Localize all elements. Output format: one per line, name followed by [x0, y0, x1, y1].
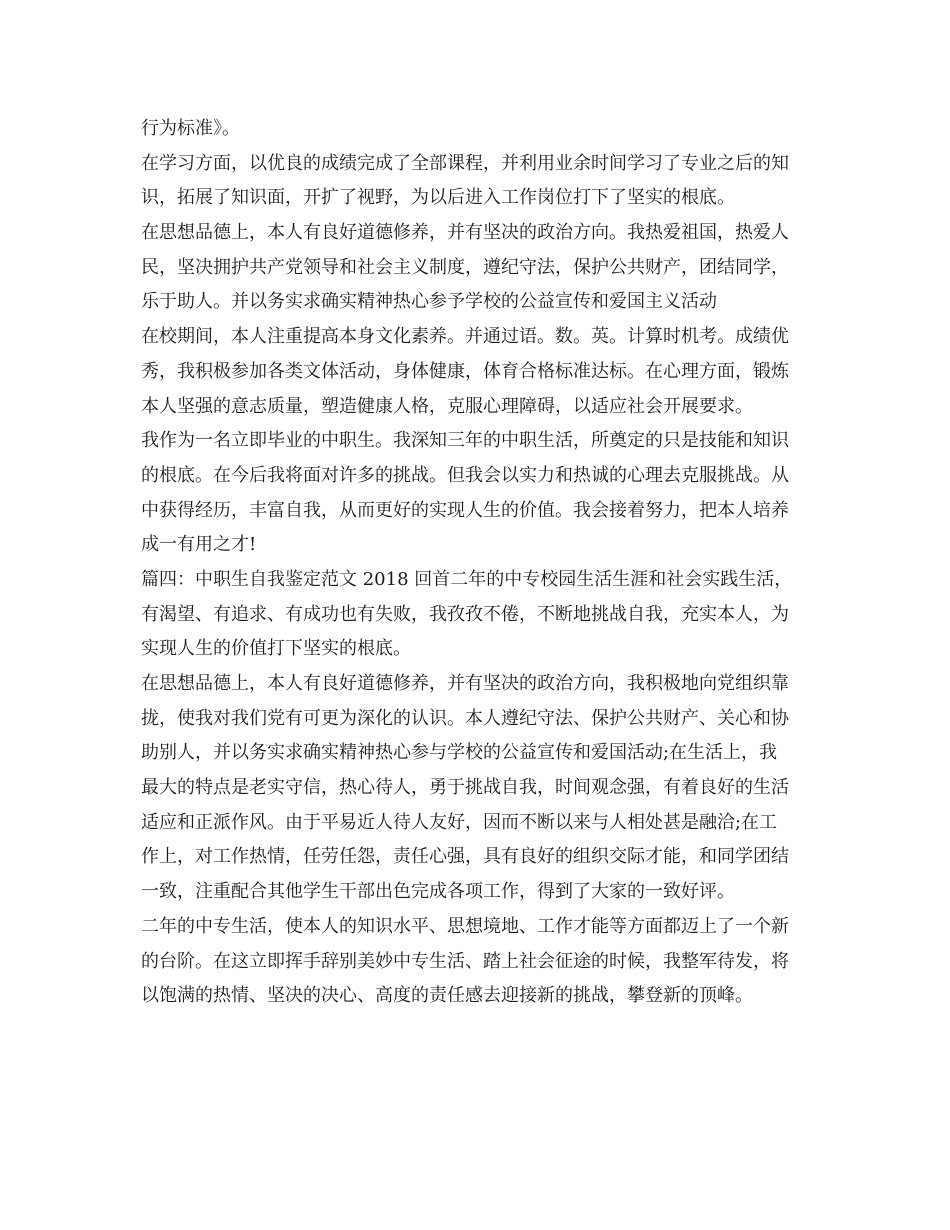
text-line: 识，拓展了知识面，开扩了视野，为以后进入工作岗位打下了坚实的根底。	[141, 187, 735, 209]
text-line: 成一有用之才!	[141, 534, 257, 556]
text-line: 行为标准》。	[141, 118, 240, 139]
text-line: 中获得经历，丰富自我，从而更好的实现人生的价值。我会接着努力，把本人培养	[141, 499, 789, 521]
document-body	[141, 112, 821, 1014]
text-line: 我作为一名立即毕业的中职生。我深知三年的中职生活，所奠定的只是技能和知识	[141, 430, 789, 452]
text-line: 适应和正派作风。由于平易近人待人友好，因而不断以来与人相处甚是融洽;在工	[141, 811, 778, 833]
text-line: 在思想品德上，本人有良好道德修养，并有坚决的政治方向。我热爱祖国，热爱人	[141, 222, 789, 244]
text-line: 在校期间，本人注重提高本身文化素养。并通过语。数。英。计算时机考。成绩优	[141, 326, 789, 348]
text-line: 以饱满的热情、坚决的决心、高度的责任感去迎接新的挑战，攀登新的顶峰。	[141, 985, 753, 1007]
text-line: 本人坚强的意志质量，塑造健康人格，克服心理障碍，以适应社会开展要求。	[141, 395, 753, 417]
text-line: 最大的特点是老实守信，热心待人，勇于挑战自我，时间观念强，有着良好的生活	[141, 777, 789, 799]
text-line: 有渴望、有追求、有成功也有失败，我孜孜不倦，不断地挑战自我，充实本人，为	[141, 603, 789, 625]
text-line: 助别人，并以务实求确实精神热心参与学校的公益宣传和爱国活动;在生活上，我	[141, 742, 778, 764]
text-line: 的根底。在今后我将面对许多的挑战。但我会以实力和热诚的心理去克服挑战。从	[141, 464, 789, 486]
text-line: 在思想品德上，本人有良好道德修养，并有坚决的政治方向，我积极地向党组织靠	[141, 673, 789, 694]
text-line: 在学习方面，以优良的成绩完成了全部课程，并利用业余时间学习了专业之后的知	[141, 152, 789, 174]
text-line: 民，坚决拥护共产党领导和社会主义制度，遵纪守法，保护公共财产，团结同学，	[141, 256, 789, 278]
text-line: 作上，对工作热情，任劳任怨，责任心强，具有良好的组织交际才能，和同学团结	[141, 846, 789, 868]
text-line: 乐于助人。并以务实求确实精神热心参予学校的公益宣传和爱国主义活动	[141, 291, 717, 313]
section-heading-line: 篇四：中职生自我鉴定范文 2018 回首二年的中专校园生活生涯和社会实践生活，	[141, 568, 793, 590]
text-line: 实现人生的价值打下坚实的根底。	[141, 638, 411, 660]
text-line: 拢，使我对我们党有可更为深化的认识。本人遵纪守法、保护公共财产、关心和协	[141, 707, 789, 729]
text-line: 秀，我积极参加各类文体活动，身体健康，体育合格标准达标。在心理方面，锻炼	[141, 360, 789, 382]
text-line: 二年的中专生活，使本人的知识水平、思想境地、工作才能等方面都迈上了一个新	[141, 915, 789, 937]
text-line: 的台阶。在这立即挥手辞别美妙中专生活、踏上社会征途的时候，我整军待发，将	[141, 950, 789, 972]
text-line: 一致，注重配合其他学生干部出色完成各项工作，得到了大家的一致好评。	[141, 881, 735, 903]
